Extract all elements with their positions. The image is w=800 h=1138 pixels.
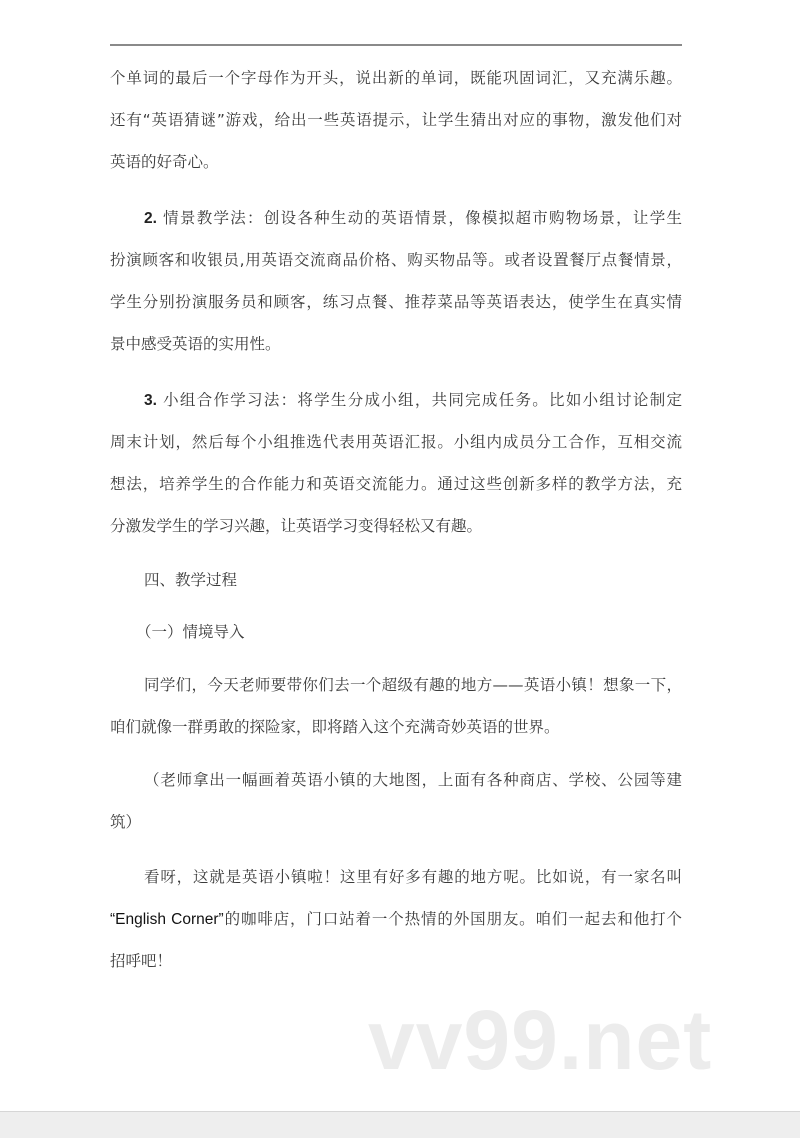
english-corner-text: “English Corner” [110,911,224,928]
paragraph-group-learning [110,379,682,547]
list-number: 2. [144,210,157,227]
heading-situation-intro: （一）情境导入 [136,623,245,641]
watermark: vv99.net [368,993,713,1087]
subsection-heading [110,611,682,653]
heading-teaching-process: 四、教学过程 [144,571,238,589]
text-line: 筑） [110,813,142,831]
horizontal-scrollbar[interactable] [0,1111,800,1138]
text-line: 周末计划，然后每个小组推选代表用英语汇报。小组内成员分工合作，互相交流 [110,433,682,451]
text-line: 分激发学生的学习兴趣，让英语学习变得轻松又有趣。 [110,517,483,535]
text-span: 小组合作学习法：将学生分成小组，共同完成任务。比如小组讨论制定 [163,391,682,409]
text-line: 想法，培养学生的合作能力和英语交流能力。通过这些创新多样的教学方法，充 [110,475,682,493]
text-line: 还有“英语猜谜”游戏，给出一些英语提示，让学生猜出对应的事物，激发他们对 [110,111,682,129]
text-line [110,197,682,239]
list-number: 3. [144,392,157,409]
text-line: 看呀，这就是英语小镇啦！这里有好多有趣的地方呢。比如说，有一家名叫 [144,868,682,886]
paragraph-situational-teaching [110,197,682,365]
text-span: 情景教学法：创设各种生动的英语情景，像模拟超市购物场景，让学生 [163,209,682,227]
text-line: 招呼吧！ [110,952,173,970]
text-line: 扮演顾客和收银员,用英语交流商品价格、购买物品等。或者设置餐厅点餐情景， [110,251,682,269]
paragraph-english-town [110,856,682,982]
text-line: 同学们，今天老师要带你们去一个超级有趣的地方——英语小镇！想象一下， [144,676,682,694]
text-span: 的咖啡店，门口站着一个热情的外国朋友。咱们一起去和他打个 [223,910,682,928]
paragraph-games [110,57,682,183]
header-rule [110,44,682,46]
text-line: 学生分别扮演服务员和顾客，练习点餐、推荐菜品等英语表达，使学生在真实情 [110,293,682,311]
text-line: 英语的好奇心。 [110,153,219,171]
text-line: 咱们就像一群勇敢的探险家，即将踏入这个充满奇妙英语的世界。 [110,718,560,736]
section-heading [110,559,682,601]
text-line [110,898,682,940]
text-line: 景中感受英语的实用性。 [110,335,281,353]
text-line [110,379,682,421]
text-line: 个单词的最后一个字母作为开头，说出新的单词，既能巩固词汇，又充满乐趣。 [110,69,682,87]
paragraph-stage-direction [110,759,682,843]
paragraph-intro-speech [110,664,682,748]
text-line: （老师拿出一幅画着英语小镇的大地图，上面有各种商店、学校、公园等建 [144,771,682,789]
